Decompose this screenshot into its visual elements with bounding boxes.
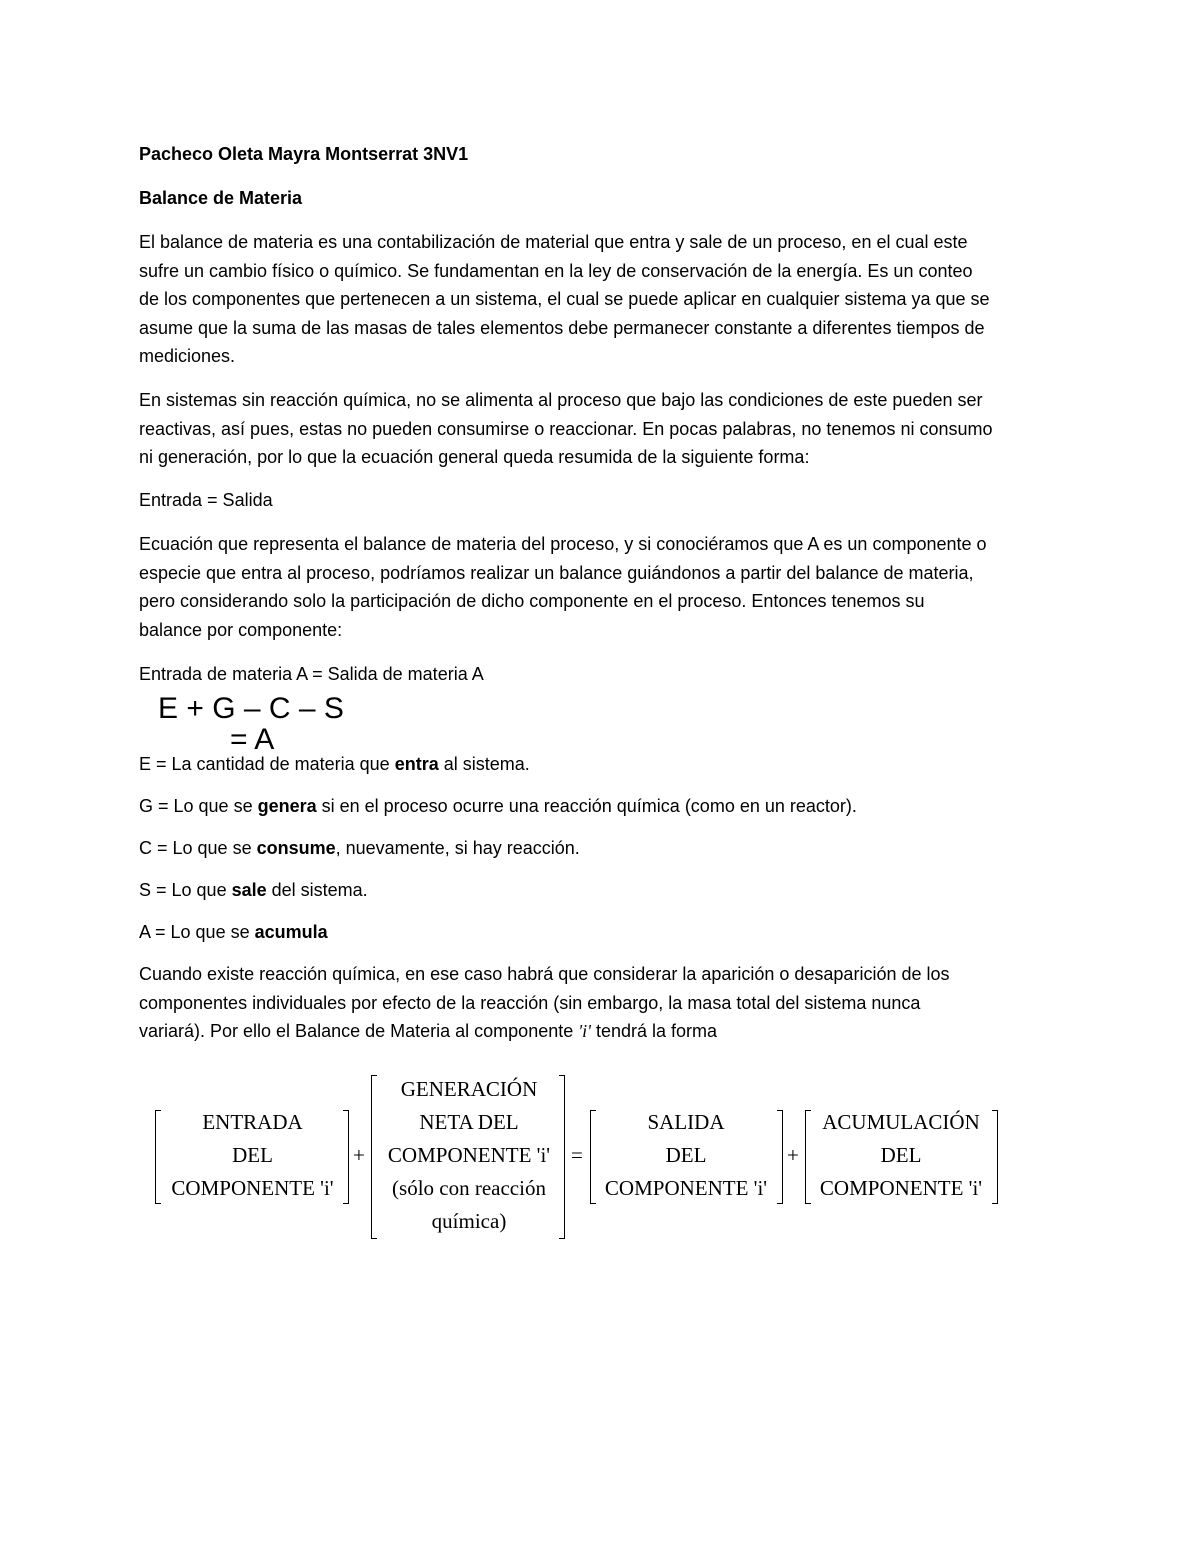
equation-component-a: Entrada de materia A = Salida de materia A — [139, 664, 484, 684]
right-bracket — [343, 1110, 349, 1204]
text-line: variará). Por ello el Balance de Materia al componente 'i' tendrá la forma — [139, 1021, 717, 1041]
definition-c: C = Lo que se consume, nuevamente, si hay reacción. — [139, 838, 580, 858]
text-line: componentes individuales por efecto de la reacción (sin embargo, la masa total del sistema nunca — [139, 992, 921, 1013]
general-equation-line2: = A — [230, 723, 275, 756]
text-line: En sistemas sin reacción química, no se alimenta al proceso que bajo las condiciones de este pueden ser — [139, 390, 983, 410]
general-equation-line1: E + G – C – S — [158, 692, 344, 725]
text-line: balance por componente: — [139, 619, 343, 640]
equation-entrada-salida: Entrada = Salida — [139, 490, 273, 510]
definition-a: A = Lo que se acumula — [139, 922, 328, 942]
text-line: El balance de materia es una contabilización de material que entra y sale de un proceso, en el cual este — [139, 232, 968, 252]
right-bracket — [777, 1110, 783, 1204]
author-line: Pacheco Oleta Mayra Montserrat 3NV1 — [139, 144, 469, 164]
emphasis: genera — [257, 796, 317, 816]
definition-g: G = Lo que se genera si en el proceso ocurre una reacción química (como en un reactor). — [139, 796, 857, 816]
emphasis: entra — [394, 754, 439, 774]
plus-operator: + — [787, 1143, 799, 1167]
paragraph-no-reaction — [139, 386, 993, 472]
text-line: reactivas, así pues, estas no pueden consumirse o reaccionar. En pocas palabras, no tenemos ni consumo — [139, 418, 993, 439]
emphasis: sale — [231, 880, 267, 900]
term-entrada: ENTRADA DEL COMPONENTE 'i' — [171, 1110, 334, 1200]
text-line: ni generación, por lo que la ecuación general queda resumida de la siguiente forma: — [139, 447, 810, 467]
text-line: mediciones. — [139, 346, 236, 366]
document-title: Balance de Materia — [139, 188, 303, 208]
paragraph-intro — [139, 228, 990, 371]
definition-e: E = La cantidad de materia que entra al sistema. — [139, 754, 530, 774]
right-bracket — [992, 1110, 998, 1204]
term-generacion: GENERACIÓN NETA DEL COMPONENTE 'i' (sólo con reacción química) — [387, 1077, 551, 1233]
text-line: Ecuación que representa el balance de materia del proceso, y si conociéramos que A es un componente o — [139, 534, 987, 554]
paragraph-with-reaction — [139, 960, 950, 1046]
text-line: especie que entra al proceso, podríamos realizar un balance guiándonos a partir del balance de materia, — [139, 562, 974, 583]
equals-operator: = — [571, 1143, 583, 1167]
definition-s: S = Lo que sale del sistema. — [139, 880, 368, 900]
text-line: de los componentes que pertenecen a un sistema, el cual se puede aplicar en cualquier sistema ya que se — [139, 289, 990, 309]
text-line: asume que la suma de las masas de tales elementos debe permanecer constante a diferentes tiempos de — [139, 317, 985, 338]
text-line: pero considerando solo la participación de dicho componente en el proceso. Entonces tenemos su — [139, 591, 925, 611]
emphasis: acumula — [254, 922, 328, 942]
right-bracket — [559, 1075, 565, 1239]
text-line: Cuando existe reacción química, en ese caso habrá que considerar la aparición o desaparición de los — [139, 964, 950, 984]
paragraph-component-balance — [139, 530, 987, 644]
term-salida: SALIDA DEL COMPONENTE 'i' — [604, 1110, 768, 1200]
text-line: sufre un cambio físico o químico. Se fundamentan en la ley de conservación de la energía. Es un conteo — [139, 260, 973, 281]
term-acumulacion: ACUMULACIÓN DEL COMPONENTE 'i' — [819, 1110, 983, 1200]
emphasis: consume — [256, 838, 336, 858]
plus-operator: + — [353, 1143, 365, 1167]
